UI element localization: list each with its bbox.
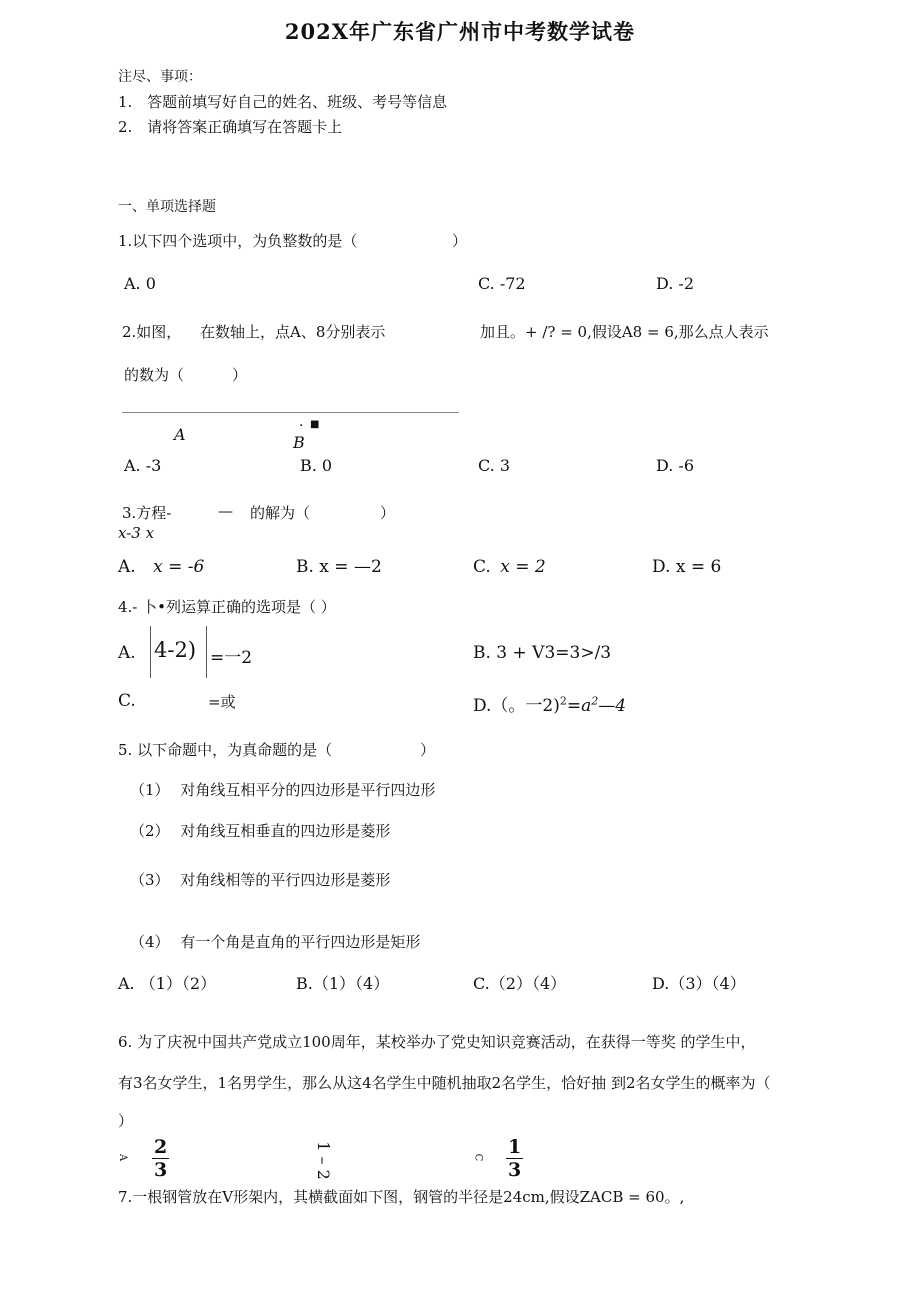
- question-3-stem-a: 3.方程-: [122, 504, 172, 522]
- question-6-line-2: 有3名女学生，1名男学生，那么从这4名学生中随机抽取2名学生，恰好抽 到2名女学生的概率为（: [118, 1074, 771, 1092]
- question-3-stem-b: —: [218, 502, 233, 520]
- question-2-stem-b: 在数轴上，点A、8分别表示: [200, 323, 386, 341]
- question-6-option-c-label: C: [472, 1153, 484, 1162]
- proposition-number: （2）: [130, 822, 170, 840]
- superscript: 2: [591, 694, 599, 708]
- option-label: A.: [118, 557, 136, 577]
- question-7-stem: 7.一根钢管放在V形架内，其横截面如下图，钢管的半径是24cm,假设ZACB = 60。,: [118, 1188, 685, 1206]
- note-item-2: [118, 116, 342, 137]
- question-2-option-a: A. -3: [124, 456, 162, 475]
- option-expression: x = -6: [153, 557, 205, 577]
- abs-bar-right: [206, 626, 207, 678]
- numerator: 2: [154, 1136, 168, 1158]
- proposition-number: （1）: [130, 781, 170, 799]
- question-3-option-c: [473, 557, 546, 577]
- proposition-text: 对角线互相平分的四边形是平行四边形: [180, 781, 436, 799]
- question-4-option-c-rest: =或: [208, 693, 236, 711]
- question-4-option-c-label: C.: [118, 691, 136, 711]
- question-5-option-d: D.（3）（4）: [652, 974, 746, 993]
- question-2-stem-c: 加且。+ /? = 0,假设A8 = 6,那么点人表示: [480, 323, 769, 341]
- question-5-stem: 5. 以下命题中，为真命题的是（: [118, 741, 333, 759]
- point-b-marker: ■: [310, 419, 320, 430]
- note-number: 2.: [118, 118, 133, 136]
- proposition-text: 对角线相等的平行四边形是菱形: [180, 871, 391, 889]
- question-3-stem-c: 的解为（: [250, 504, 311, 522]
- question-2-stem-a: 2.如图，: [122, 323, 182, 341]
- question-6-line-3: ）: [118, 1112, 134, 1130]
- note-text: 答题前填写好自己的姓名、班级、考号等信息: [147, 93, 448, 111]
- question-4-option-b: B. 3 + V3=3>/3: [473, 643, 612, 663]
- question-1-stem: 1.以下四个选项中，为负整数的是（: [118, 232, 358, 250]
- question-5-option-b: B.（1）（4）: [296, 974, 390, 993]
- proposition-2: [130, 820, 390, 841]
- abs-bar-left: [150, 626, 151, 678]
- number-line: [122, 412, 459, 413]
- point-a-label: A: [174, 425, 186, 444]
- question-6-option-c-fraction: [506, 1136, 523, 1181]
- question-4-option-a-rest: =一2: [210, 648, 253, 668]
- proposition-4: [130, 931, 420, 952]
- question-3-option-b: B. x = —2: [296, 557, 382, 577]
- option-d-part-c: —4: [598, 696, 627, 716]
- point-b-label: B: [293, 433, 305, 452]
- question-3-option-d: D. x = 6: [652, 557, 722, 577]
- exam-title: 202X年广东省广州市中考数学试卷: [284, 19, 636, 44]
- question-2-option-b: B. 0: [300, 456, 333, 475]
- question-6-option-b: 1 – 2: [313, 1141, 333, 1180]
- option-d-part-a: D.（。一2): [473, 696, 560, 716]
- option-label: C.: [473, 557, 491, 577]
- question-2-option-c: C. 3: [478, 456, 511, 475]
- question-2-close-paren: ）: [232, 366, 248, 384]
- denominator: 3: [508, 1159, 522, 1181]
- question-1-close-paren: ）: [452, 232, 468, 250]
- proposition-text: 对角线互相垂直的四边形是菱形: [180, 822, 391, 840]
- note-item-1: [118, 91, 447, 112]
- proposition-text: 有一个角是直角的平行四边形是矩形: [180, 933, 421, 951]
- option-expression: x = 2: [500, 557, 546, 577]
- superscript: 2: [559, 694, 567, 708]
- proposition-number: （4）: [130, 933, 170, 951]
- note-text: 请将答案正确填写在答题卡上: [147, 118, 343, 136]
- proposition-3: [130, 869, 390, 890]
- question-1-option-d: D. -2: [656, 274, 695, 293]
- question-4-option-a-expression: 4-2): [154, 638, 197, 662]
- question-6-line-1: 6. 为了庆祝中国共产党成立100周年，某校举办了党史知识竞赛活动，在获得一等奖 的学生中，: [118, 1033, 756, 1051]
- point-b-dot: ·: [299, 418, 304, 434]
- question-4-option-d: [473, 691, 626, 716]
- question-1-option-a: A. 0: [124, 274, 156, 293]
- proposition-number: （3）: [130, 871, 170, 889]
- question-5-close-paren: ）: [420, 741, 436, 759]
- numerator: 1: [508, 1136, 522, 1158]
- question-3-close-paren: ）: [380, 504, 396, 522]
- section-heading: 一、单项选择题: [118, 199, 216, 215]
- question-6-option-a-fraction: [152, 1136, 169, 1181]
- question-3-option-a: [118, 557, 204, 577]
- question-2-option-d: D. -6: [656, 456, 695, 475]
- denominator: 3: [154, 1159, 168, 1181]
- question-5-option-a: A. （1）（2）: [118, 974, 217, 993]
- question-2-stem-d: 的数为（: [124, 366, 185, 384]
- question-3-denominators: x-3 x: [118, 524, 155, 542]
- question-4-option-a-label: A.: [118, 643, 136, 663]
- question-6-option-a-label: A: [117, 1153, 129, 1162]
- proposition-1: [130, 779, 435, 800]
- question-4-stem: 4.- 卜•列运算正确的选项是（ ）: [118, 598, 336, 616]
- question-1-option-c: C. -72: [478, 274, 526, 293]
- option-d-part-b: =a: [566, 696, 592, 716]
- note-number: 1.: [118, 93, 133, 111]
- notes-heading: 注尽、事项：: [118, 69, 202, 85]
- question-5-option-c: C.（2）（4）: [473, 974, 567, 993]
